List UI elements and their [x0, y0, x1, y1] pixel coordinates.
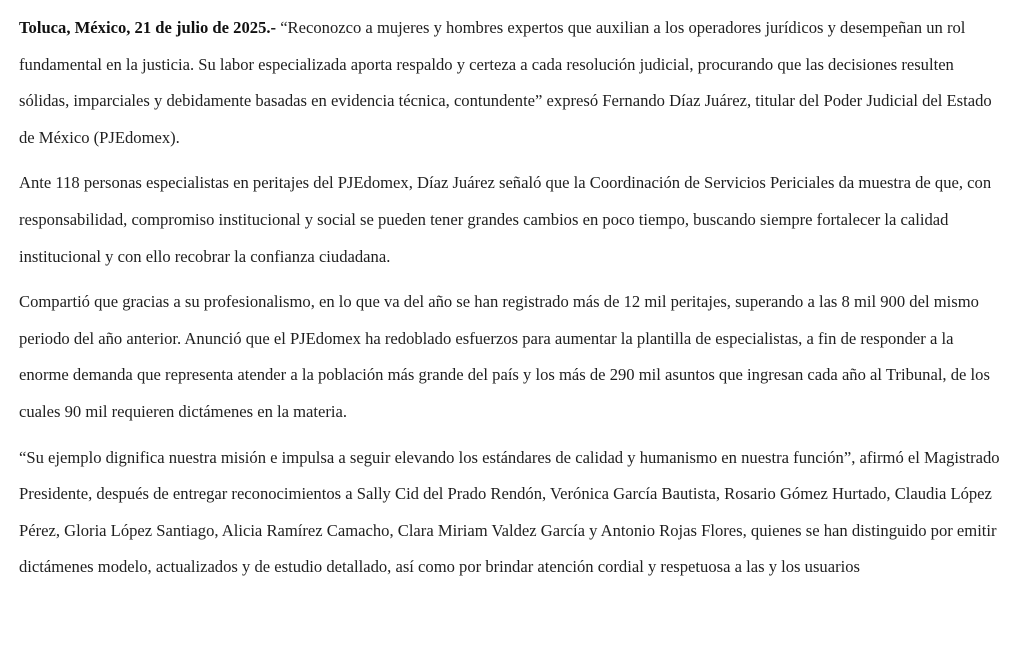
paragraph-4: “Su ejemplo dignifica nuestra misión e impulsa a seguir elevando los estándares de calidad y humanismo en nuestra función”, afirmó el Magistrado Presidente, después de entregar reconocimientos a Sally Cid del Prado Rendón, Verónica García Bautista, Rosario Gómez Hurtado, Claudia López Pérez, Gloria López Santiago, Alicia Ramírez Camacho, Clara Miriam Valdez García y Antonio Rojas Flores, quienes se han distinguido por emitir dictámenes modelo, actualizados y de estudio detallado, así como por brindar atención cordial y respetuosa a las y los usuarios [19, 447, 1000, 577]
paragraph-2: Ante 118 personas especialistas en peritajes del PJEdomex, Díaz Juárez señaló que la Coordinación de Servicios Periciales da muestra de que, con responsabilidad, compromiso institucional y social se pueden tener grandes cambios en poco tiempo, buscando siempre fortalecer la calidad institucional y con ello recobrar la confianza ciudadana. [19, 173, 992, 266]
dateline: Toluca, México, 21 de julio de 2025.- [19, 18, 277, 37]
paragraph-1-text: “Reconozco a mujeres y hombres expertos que auxilian a los operadores jurídicos y desempeñan un rol fundamental en la justicia. Su labor especializada aporta respaldo y certeza a cada resolución judicial, procurando que las decisiones resulten sólidas, imparciales y debidamente basadas en evidencia técnica, contundente” expresó Fernando Díaz Juárez, titular del Poder Judicial del Estado de México (PJEdomex). [19, 18, 992, 147]
paragraph-1 [19, 10, 1004, 156]
paragraph-3: Compartió que gracias a su profesionalismo, en lo que va del año se han registrado más de 12 mil peritajes, superando a las 8 mil 900 del mismo periodo del año anterior. Anunció que el PJEdomex ha redoblado esfuerzos para aumentar la plantilla de especialistas, a fin de responder a la enorme demanda que representa atender a la población más grande del país y los más de 290 mil asuntos que ingresan cada año al Tribunal, de los cuales 90 mil requieren dictámenes en la materia. [19, 292, 990, 421]
